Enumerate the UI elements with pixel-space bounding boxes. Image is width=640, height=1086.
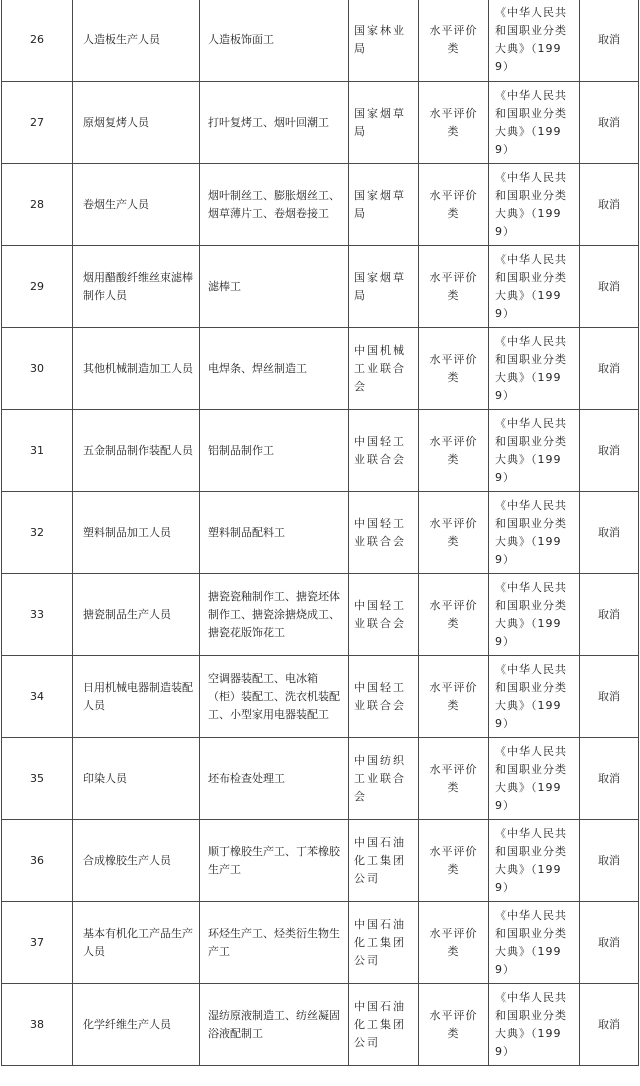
occupation-category: 化学纤维生产人员	[73, 984, 200, 1066]
basis: 《中华人民共和国职业分类大典》（1999）	[489, 246, 580, 328]
basis: 《中华人民共和国职业分类大典》（1999）	[489, 984, 580, 1066]
job-titles: 坯布检查处理工	[200, 738, 349, 820]
row-number: 27	[2, 82, 73, 164]
result: 取消	[580, 820, 639, 902]
department: 中国石油化工集团公司	[349, 820, 419, 902]
table-row	[2, 984, 639, 1066]
basis: 《中华人民共和国职业分类大典》（1999）	[489, 0, 580, 82]
row-number: 26	[2, 0, 73, 82]
result: 取消	[580, 902, 639, 984]
department: 中国机械工业联合会	[349, 328, 419, 410]
evaluation-type: 水平评价类	[419, 246, 489, 328]
department: 国家林业局	[349, 0, 419, 82]
job-titles: 湿纺原液制造工、纺丝凝固浴液配制工	[200, 984, 349, 1066]
basis: 《中华人民共和国职业分类大典》（1999）	[489, 902, 580, 984]
job-titles: 塑料制品配料工	[200, 492, 349, 574]
row-number: 33	[2, 574, 73, 656]
result: 取消	[580, 574, 639, 656]
occupation-category: 塑料制品加工人员	[73, 492, 200, 574]
evaluation-type: 水平评价类	[419, 984, 489, 1066]
basis: 《中华人民共和国职业分类大典》（1999）	[489, 656, 580, 738]
occupation-category: 烟用醋酸纤维丝束滤棒制作人员	[73, 246, 200, 328]
occupation-category: 日用机械电器制造装配人员	[73, 656, 200, 738]
evaluation-type: 水平评价类	[419, 574, 489, 656]
department: 中国纺织工业联合会	[349, 738, 419, 820]
department: 中国轻工业联合会	[349, 410, 419, 492]
table-row	[2, 492, 639, 574]
evaluation-type: 水平评价类	[419, 328, 489, 410]
basis: 《中华人民共和国职业分类大典》（1999）	[489, 738, 580, 820]
result: 取消	[580, 0, 639, 82]
row-number: 28	[2, 164, 73, 246]
table-row	[2, 328, 639, 410]
evaluation-type: 水平评价类	[419, 738, 489, 820]
occupation-category: 卷烟生产人员	[73, 164, 200, 246]
occupation-category: 基本有机化工产品生产人员	[73, 902, 200, 984]
department: 国家烟草局	[349, 164, 419, 246]
department: 中国轻工业联合会	[349, 574, 419, 656]
job-titles: 环烃生产工、烃类衍生物生产工	[200, 902, 349, 984]
job-titles: 铝制品制作工	[200, 410, 349, 492]
evaluation-type: 水平评价类	[419, 492, 489, 574]
department: 中国轻工业联合会	[349, 656, 419, 738]
job-titles: 搪瓷瓷釉制作工、搪瓷坯体制作工、搪瓷涂搪烧成工、搪瓷花版饰花工	[200, 574, 349, 656]
job-titles: 滤棒工	[200, 246, 349, 328]
table-row	[2, 820, 639, 902]
row-number: 29	[2, 246, 73, 328]
department: 国家烟草局	[349, 246, 419, 328]
result: 取消	[580, 246, 639, 328]
row-number: 38	[2, 984, 73, 1066]
evaluation-type: 水平评价类	[419, 82, 489, 164]
table-row	[2, 656, 639, 738]
job-titles: 顺丁橡胶生产工、丁苯橡胶生产工	[200, 820, 349, 902]
occupation-category: 五金制品制作装配人员	[73, 410, 200, 492]
occupation-category: 其他机械制造加工人员	[73, 328, 200, 410]
table-row	[2, 246, 639, 328]
row-number: 30	[2, 328, 73, 410]
job-titles: 打叶复烤工、烟叶回潮工	[200, 82, 349, 164]
table-row	[2, 82, 639, 164]
result: 取消	[580, 328, 639, 410]
occupation-category: 印染人员	[73, 738, 200, 820]
basis: 《中华人民共和国职业分类大典》（1999）	[489, 328, 580, 410]
evaluation-type: 水平评价类	[419, 164, 489, 246]
result: 取消	[580, 82, 639, 164]
basis: 《中华人民共和国职业分类大典》（1999）	[489, 820, 580, 902]
occupation-category: 搪瓷制品生产人员	[73, 574, 200, 656]
department: 中国石油化工集团公司	[349, 902, 419, 984]
table-row	[2, 164, 639, 246]
occupation-category: 人造板生产人员	[73, 0, 200, 82]
job-titles: 电焊条、焊丝制造工	[200, 328, 349, 410]
evaluation-type: 水平评价类	[419, 656, 489, 738]
row-number: 34	[2, 656, 73, 738]
job-titles: 烟叶制丝工、膨胀烟丝工、烟草薄片工、卷烟卷接工	[200, 164, 349, 246]
occupation-table	[1, 0, 639, 1066]
table-row	[2, 574, 639, 656]
result: 取消	[580, 410, 639, 492]
row-number: 32	[2, 492, 73, 574]
job-titles: 人造板饰面工	[200, 0, 349, 82]
evaluation-type: 水平评价类	[419, 902, 489, 984]
row-number: 37	[2, 902, 73, 984]
result: 取消	[580, 738, 639, 820]
basis: 《中华人民共和国职业分类大典》（1999）	[489, 492, 580, 574]
basis: 《中华人民共和国职业分类大典》（1999）	[489, 164, 580, 246]
result: 取消	[580, 656, 639, 738]
result: 取消	[580, 492, 639, 574]
table-row	[2, 738, 639, 820]
row-number: 36	[2, 820, 73, 902]
result: 取消	[580, 164, 639, 246]
department: 中国轻工业联合会	[349, 492, 419, 574]
basis: 《中华人民共和国职业分类大典》（1999）	[489, 574, 580, 656]
row-number: 35	[2, 738, 73, 820]
occupation-category: 原烟复烤人员	[73, 82, 200, 164]
basis: 《中华人民共和国职业分类大典》（1999）	[489, 410, 580, 492]
table-row	[2, 410, 639, 492]
table-row	[2, 902, 639, 984]
job-titles: 空调器装配工、电冰箱（柜）装配工、洗衣机装配工、小型家用电器装配工	[200, 656, 349, 738]
department: 中国石油化工集团公司	[349, 984, 419, 1066]
table-row	[2, 0, 639, 82]
occupation-category: 合成橡胶生产人员	[73, 820, 200, 902]
department: 国家烟草局	[349, 82, 419, 164]
evaluation-type: 水平评价类	[419, 820, 489, 902]
basis: 《中华人民共和国职业分类大典》（1999）	[489, 82, 580, 164]
evaluation-type: 水平评价类	[419, 410, 489, 492]
evaluation-type: 水平评价类	[419, 0, 489, 82]
row-number: 31	[2, 410, 73, 492]
result: 取消	[580, 984, 639, 1066]
